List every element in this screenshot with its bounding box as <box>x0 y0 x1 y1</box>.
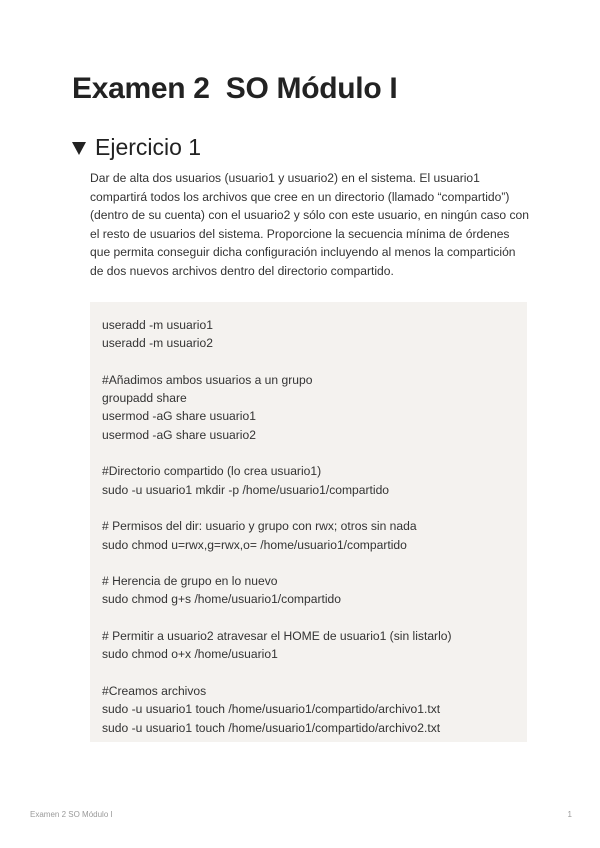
code-line <box>102 353 515 371</box>
code-line: # Permisos del dir: usuario y grupo con rwx; otros sin nada <box>102 519 417 534</box>
code-line <box>102 554 515 572</box>
code-line <box>102 664 515 682</box>
section-heading[interactable] <box>72 134 201 161</box>
exercise-statement: Dar de alta dos usuarios (usuario1 y usuario2) en el sistema. El usuario1 compartirá todos los archivos que cree en un directorio (llamado “compartido”)(dentro de su cuenta) con el usuario2 y sólo con este usuario, en ningún caso con el resto de usuarios del sistema. Proporcione la secuencia mínima de órdenes que permita conseguir dicha configuración incluyendo al menos la compartición de dos nuevos archivos dentro del directorio compartido. <box>90 171 530 278</box>
code-line: sudo chmod o+x /home/usuario1 <box>102 647 278 662</box>
code-line: sudo -u usuario1 touch /home/usuario1/compartido/archivo2.txt <box>102 720 441 735</box>
code-line: useradd -m usuario2 <box>102 336 213 351</box>
code-line: useradd -m usuario1 <box>102 318 213 332</box>
code-line: sudo chmod u=rwx,g=rwx,o= /home/usuario1/compartido <box>102 537 407 552</box>
code-line: #Creamos archivos <box>102 683 207 698</box>
triangle-down-icon[interactable] <box>72 142 86 155</box>
code-line: usermod -aG share usuario2 <box>102 427 256 442</box>
section-heading-label: Ejercicio 1 <box>95 134 202 160</box>
code-line: groupadd share <box>102 391 187 406</box>
code-line <box>102 444 515 462</box>
code-line <box>102 499 515 517</box>
code-line: #Añadimos ambos usuarios a un grupo <box>102 372 313 387</box>
code-line: sudo -u usuario1 mkdir -p /home/usuario1/compartido <box>102 482 390 497</box>
footer-title: Examen 2 SO Módulo I <box>30 810 113 819</box>
code-line: usermod -aG share usuario1 <box>102 409 256 424</box>
code-line: sudo -u usuario1 touch /home/usuario1/compartido/archivo1.txt <box>102 702 441 717</box>
code-line <box>102 609 515 627</box>
code-line: sudo chmod g+s /home/usuario1/compartido <box>102 592 341 607</box>
code-line: # Permitir a usuario2 atravesar el HOME de usuario1 (sin listarlo) <box>102 629 452 644</box>
code-line: #Directorio compartido (lo crea usuario1) <box>102 464 322 479</box>
footer-page-number: 1 <box>567 810 572 819</box>
code-line: # Herencia de grupo en lo nuevo <box>102 574 278 589</box>
page-title: Examen 2 SO Módulo I <box>72 72 398 105</box>
code-block <box>90 302 527 742</box>
